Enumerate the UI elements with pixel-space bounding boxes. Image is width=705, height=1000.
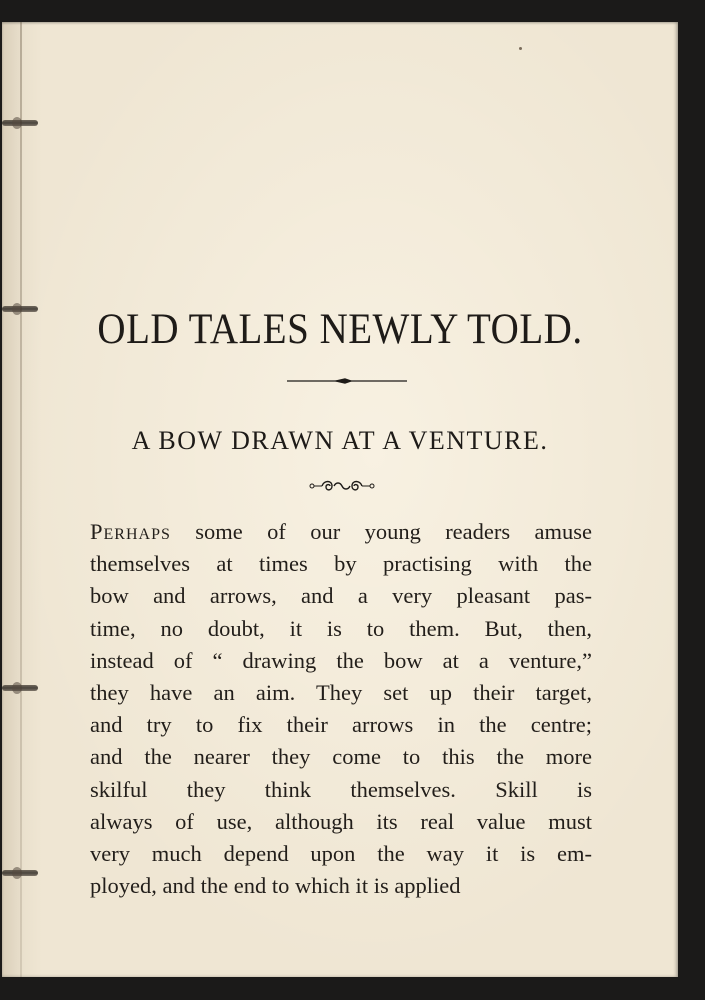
page-title: OLD TALES NEWLY TOLD. [97, 305, 583, 354]
body-line: and try to fix their arrows in the centre; [90, 712, 592, 738]
story-title: A BOW DRAWN AT A VENTURE. [131, 426, 549, 455]
body-line: instead of “ drawing the bow at a venture,” [90, 647, 592, 673]
body-line [90, 516, 592, 548]
body-line: themselves at times by practising with the [90, 551, 592, 577]
book-page [2, 22, 678, 977]
body-line: bow and arrows, and a very pleasant pas- [90, 583, 592, 609]
body-line: very much depend upon the way it is em- [90, 841, 592, 867]
body-line: skilful they think themselves. Skill is [90, 776, 592, 802]
page-gutter [20, 22, 22, 977]
lead-word: Perhaps [90, 519, 171, 544]
fleuron-ornament [308, 477, 376, 495]
body-line: they have an aim. They set up their target, [90, 680, 592, 706]
body-line: ployed, and the end to which it is applied [90, 873, 461, 899]
binding-stitch [2, 870, 38, 876]
body-line-text: some of our young readers amuse [170, 519, 592, 544]
binding-stitch [2, 120, 38, 126]
body-line: time, no doubt, it is to them. But, then, [90, 615, 592, 641]
body-paragraph [90, 516, 592, 902]
body-line: always of use, although its real value must [90, 808, 592, 834]
body-line: and the nearer they come to this the more [90, 744, 592, 770]
paper-speck [519, 47, 522, 50]
title-rule [287, 374, 407, 388]
binding-stitch [2, 685, 38, 691]
